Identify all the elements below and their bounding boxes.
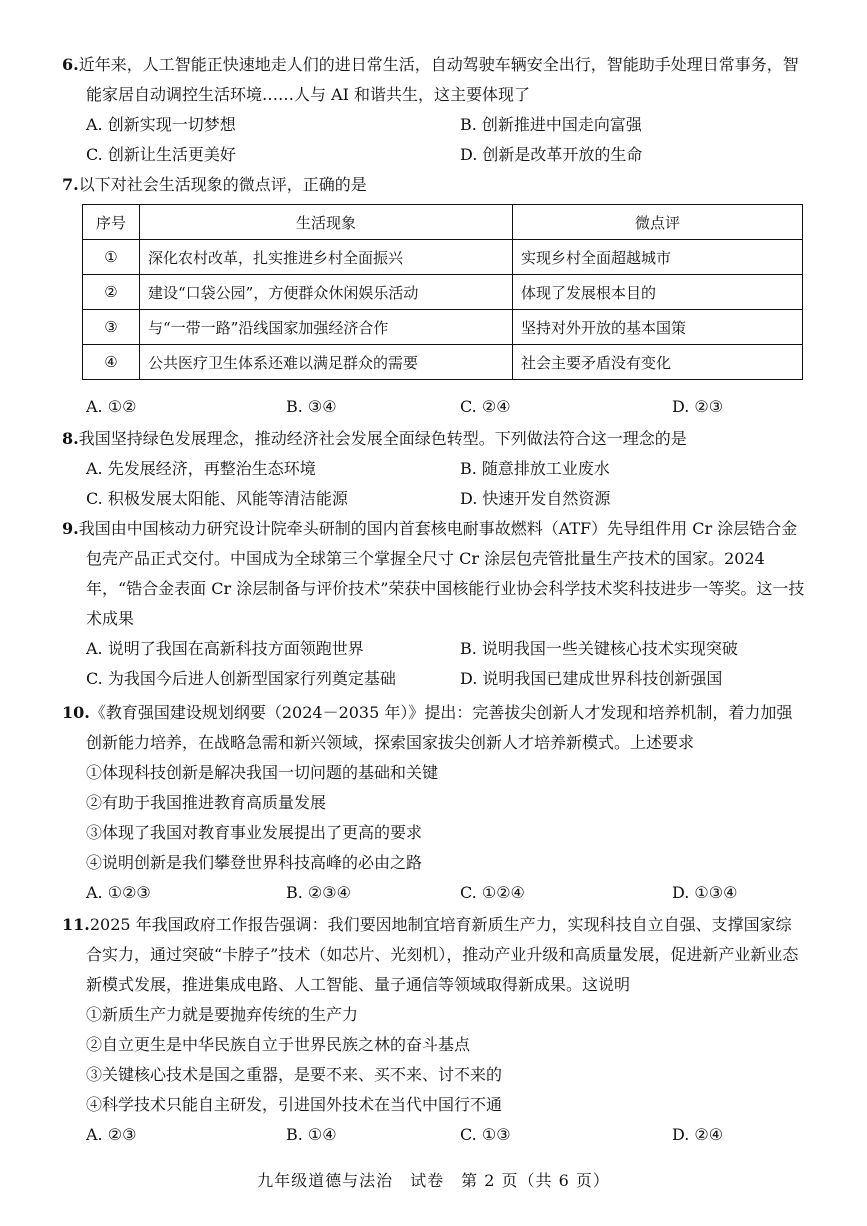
option-c[interactable]: C. 积极发展太阳能、风能等清洁能源 <box>86 489 348 508</box>
question-11 <box>62 910 807 1150</box>
question-stem: 我国坚持绿色发展理念，推动经济社会发展全面绿色转型。下列做法符合这一理念的是 <box>78 429 687 448</box>
option-b[interactable]: B. ①④ <box>286 1125 337 1144</box>
table-row <box>83 310 803 345</box>
statement: ③体现了我国对教育事业发展提出了更高的要求 <box>86 823 423 842</box>
option-d[interactable]: D. 快速开发自然资源 <box>460 489 611 508</box>
table-cell: 与“一带一路”沿线国家加强经济合作 <box>140 310 513 345</box>
question-number: 6. <box>62 55 79 74</box>
table-header: 微点评 <box>513 205 803 240</box>
option-c[interactable]: C. 创新让生活更美好 <box>86 145 236 164</box>
options-row <box>62 140 807 170</box>
options-row <box>62 1120 807 1150</box>
table-cell: ③ <box>83 310 140 345</box>
option-d[interactable]: D. 说明我国已建成世界科技创新强国 <box>460 669 723 688</box>
question-stem: 近年来，人工智能正快速地走人们的进日常生活，自动驾驶车辆安全出行，智能助手处理日常事务，智能家居自动调控生活环境……人与 AI 和谐共生，这主要体现了 <box>78 55 799 104</box>
option-a[interactable]: A. ②③ <box>86 1125 137 1144</box>
option-d[interactable]: D. ②④ <box>672 1125 724 1144</box>
option-a[interactable]: A. 说明了我国在高新科技方面领跑世界 <box>86 639 364 658</box>
option-d[interactable]: D. 创新是改革开放的生命 <box>460 145 643 164</box>
question-number: 7. <box>62 175 79 194</box>
question-number: 9. <box>62 519 79 538</box>
option-b[interactable]: B. ②③④ <box>286 883 351 902</box>
table-cell: 深化农村改革，扎实推进乡村全面振兴 <box>140 240 513 275</box>
question-8 <box>62 424 807 514</box>
table-row <box>83 275 803 310</box>
question-number: 11. <box>62 915 90 934</box>
option-b[interactable]: B. ③④ <box>286 397 337 416</box>
option-c[interactable]: C. ②④ <box>460 397 511 416</box>
table-row <box>83 345 803 380</box>
table-cell: 实现乡村全面超越城市 <box>513 240 803 275</box>
table-cell: 建设“口袋公园”，方便群众休闲娱乐活动 <box>140 275 513 310</box>
option-c[interactable]: C. 为我国今后进人创新型国家行列奠定基础 <box>86 669 396 688</box>
table-header: 序号 <box>83 205 140 240</box>
question-7 <box>62 170 807 422</box>
table-cell: 体现了发展根本目的 <box>513 275 803 310</box>
options-row <box>62 878 807 908</box>
option-a[interactable]: A. ①②③ <box>86 883 151 902</box>
statement: ①体现科技创新是解决我国一切问题的基础和关键 <box>86 763 439 782</box>
options-row <box>62 110 807 140</box>
question-stem: 以下对社会生活现象的微点评，正确的是 <box>78 175 367 194</box>
option-a[interactable]: A. 先发展经济，再整治生态环境 <box>86 459 316 478</box>
option-b[interactable]: B. 随意排放工业废水 <box>460 459 610 478</box>
option-b[interactable]: B. 说明我国一些关键核心技术实现突破 <box>460 639 738 658</box>
options-row <box>62 392 807 422</box>
options-row <box>62 484 807 514</box>
table-cell: 社会主要矛盾没有变化 <box>513 345 803 380</box>
table-cell: ④ <box>83 345 140 380</box>
option-b[interactable]: B. 创新推进中国走向富强 <box>460 115 642 134</box>
question-number: 10. <box>62 703 90 722</box>
question-6 <box>62 50 807 170</box>
option-a[interactable]: A. 创新实现一切梦想 <box>86 115 236 134</box>
question-number: 8. <box>62 429 79 448</box>
option-d[interactable]: D. ②③ <box>672 397 724 416</box>
table-cell: ① <box>83 240 140 275</box>
options-row <box>62 454 807 484</box>
option-a[interactable]: A. ①② <box>86 397 137 416</box>
question-stem: 我国由中国核动力研究设计院牵头研制的国内首套核电耐事故燃料（ATF）先导组件用 Cr 涂层锆合金包壳产品正式交付。中国成为全球第三个掌握全尺寸 Cr 涂层包壳管批量生产技术的国家。2024 年，“锆合金表面 Cr 涂层制备与评价技术”荣获中国核能行业协会科学技术奖科技进步一等奖。这一技术成果 <box>78 519 805 628</box>
question-stem: 《教育强国建设规划纲要（2024－2035 年）》提出：完善拔尖创新人才发现和培养机制，着力加强创新能力培养，在战略急需和新兴领域，探索国家拔尖创新人才培养新模式。上述要求 <box>86 703 793 752</box>
option-c[interactable]: C. ①③ <box>460 1125 511 1144</box>
question-9 <box>62 514 807 694</box>
question-10 <box>62 698 807 908</box>
table-cell: 公共医疗卫生体系还难以满足群众的需要 <box>140 345 513 380</box>
table-cell: 坚持对外开放的基本国策 <box>513 310 803 345</box>
comment-table <box>82 204 803 380</box>
statement: ④说明创新是我们攀登世界科技高峰的必由之路 <box>86 853 423 872</box>
option-d[interactable]: D. ①③④ <box>672 883 738 902</box>
statement: ①新质生产力就是要抛弃传统的生产力 <box>86 1005 359 1024</box>
table-header: 生活现象 <box>140 205 513 240</box>
table-row <box>83 240 803 275</box>
option-c[interactable]: C. ①②④ <box>460 883 525 902</box>
table-header-row <box>83 205 803 240</box>
options-row <box>62 634 807 664</box>
statement: ②有助于我国推进教育高质量发展 <box>86 793 327 812</box>
statement: ④科学技术只能自主研发，引进国外技术在当代中国行不通 <box>86 1095 503 1114</box>
statement: ②自立更生是中华民族自立于世界民族之林的奋斗基点 <box>86 1035 471 1054</box>
options-row <box>62 664 807 694</box>
page-footer: 九年级道德与法治 试卷 第 2 页（共 6 页） <box>257 1171 610 1190</box>
question-stem: 2025 年我国政府工作报告强调：我们要因地制宜培育新质生产力，实现科技自立自强、支撑国家综合实力，通过突破“卡脖子”技术（如芯片、光刻机），推动产业升级和高质量发展，促进新产业新业态新模式发展，推进集成电路、人工智能、量子通信等领域取得新成果。这说明 <box>86 915 799 994</box>
statement: ③关键核心技术是国之重器，是要不来、买不来、讨不来的 <box>86 1065 503 1084</box>
table-cell: ② <box>83 275 140 310</box>
